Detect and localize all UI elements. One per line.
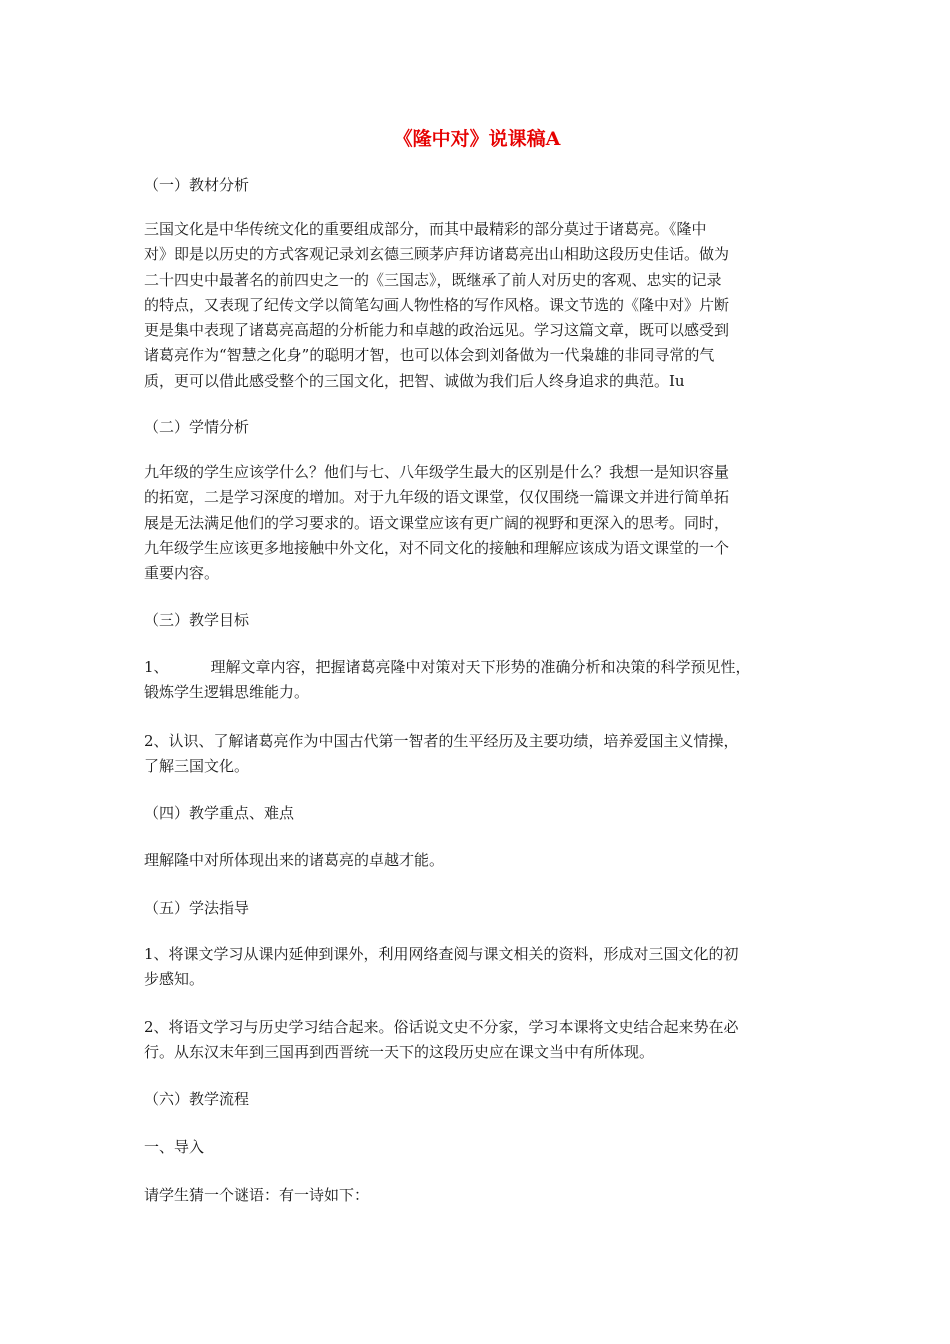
method-item-1 bbox=[144, 942, 810, 993]
text-line: 展是无法满足他们的学习要求的。语文课堂应该有更广阔的视野和更深入的思考。同时， bbox=[144, 513, 730, 532]
text-line: 九年级的学生应该学什么？他们与七、八年级学生最大的区别是什么？我想一是知识容量 bbox=[144, 463, 730, 481]
paragraph-student-analysis bbox=[144, 460, 810, 586]
goal-item-2 bbox=[144, 729, 810, 780]
text-line: 的拓宽，二是学习深度的增加。对于九年级的语文课堂，仅仅围绕一篇课文并进行简单拓 bbox=[144, 488, 730, 507]
section-heading-study-methods: （五）学法指导 bbox=[144, 899, 250, 917]
subheading-introduction: 一、导入 bbox=[144, 1138, 205, 1156]
goal-item-text: 理解文章内容，把握诸葛亮隆中对策对天下形势的准确分析和决策的科学预见性， bbox=[210, 658, 751, 676]
text-line: 1、将课文学习从课内延伸到课外，利用网络查阅与课文相关的资料，形成对三国文化的初 bbox=[144, 945, 739, 963]
text-line: 2、将语文学习与历史学习结合起来。俗话说文史不分家，学习本课将文史结合起来势在必 bbox=[144, 1018, 739, 1036]
paragraph-textbook-analysis bbox=[144, 217, 810, 394]
text-line: 质，更可以借此感受整个的三国文化，把智、诚做为我们后人终身追求的典范。Iu bbox=[144, 371, 685, 390]
paragraph-key-points: 理解隆中对所体现出来的诸葛亮的卓越才能。 bbox=[144, 851, 445, 869]
section-heading-key-points: （四）教学重点、难点 bbox=[144, 804, 295, 822]
paragraph-riddle: 请学生猜一个谜语：有一诗如下： bbox=[144, 1186, 370, 1204]
goal-item-number: 1、 bbox=[144, 658, 169, 676]
text-line: 三国文化是中华传统文化的重要组成部分，而其中最精彩的部分莫过于诸葛亮。《隆中 bbox=[144, 220, 707, 238]
text-line: 的特点，又表现了纪传文学以简笔勾画人物性格的写作风格。课文节选的《隆中对》片断 bbox=[144, 295, 730, 314]
text-line: 诸葛亮作为“智慧之化身”的聪明才智，也可以体会到刘备做为一代枭雄的非同寻常的气 bbox=[144, 346, 715, 365]
document-title: 《隆中对》说课稿A bbox=[393, 128, 561, 150]
method-item-2 bbox=[144, 1015, 810, 1066]
text-line: 了解三国文化。 bbox=[144, 757, 250, 776]
text-line: 行。从东汉末年到三国再到西晋统一天下的这段历史应在课文当中有所体现。 bbox=[144, 1043, 655, 1062]
text-line: 2、认识、了解诸葛亮作为中国古代第一智者的生平经历及主要功绩，培养爱国主义情操， bbox=[144, 732, 739, 750]
text-line bbox=[144, 655, 810, 680]
text-line: 步感知。 bbox=[144, 970, 205, 989]
goal-item-1 bbox=[144, 655, 810, 706]
text-line: 重要内容。 bbox=[144, 564, 220, 583]
text-line: 对》即是以历史的方式客观记录刘玄德三顾茅庐拜访诸葛亮出山相助这段历史佳话。做为 bbox=[144, 245, 730, 264]
section-heading-student-analysis: （二）学情分析 bbox=[144, 418, 250, 436]
text-line: 二十四史中最著名的前四史之一的《三国志》，既继承了前人对历史的客观、忠实的记录 bbox=[144, 270, 722, 289]
text-line: 九年级学生应该更多地接触中外文化，对不同文化的接触和理解应该成为语文课堂的一个 bbox=[144, 538, 730, 557]
text-line: 更是集中表现了诸葛亮高超的分析能力和卓越的政治远见。学习这篇文章，既可以感受到 bbox=[144, 321, 730, 340]
section-heading-teaching-goals: （三）教学目标 bbox=[144, 611, 250, 629]
section-heading-textbook-analysis: （一）教材分析 bbox=[144, 176, 250, 194]
text-line: 锻炼学生逻辑思维能力。 bbox=[144, 683, 310, 702]
section-heading-teaching-process: （六）教学流程 bbox=[144, 1090, 250, 1108]
